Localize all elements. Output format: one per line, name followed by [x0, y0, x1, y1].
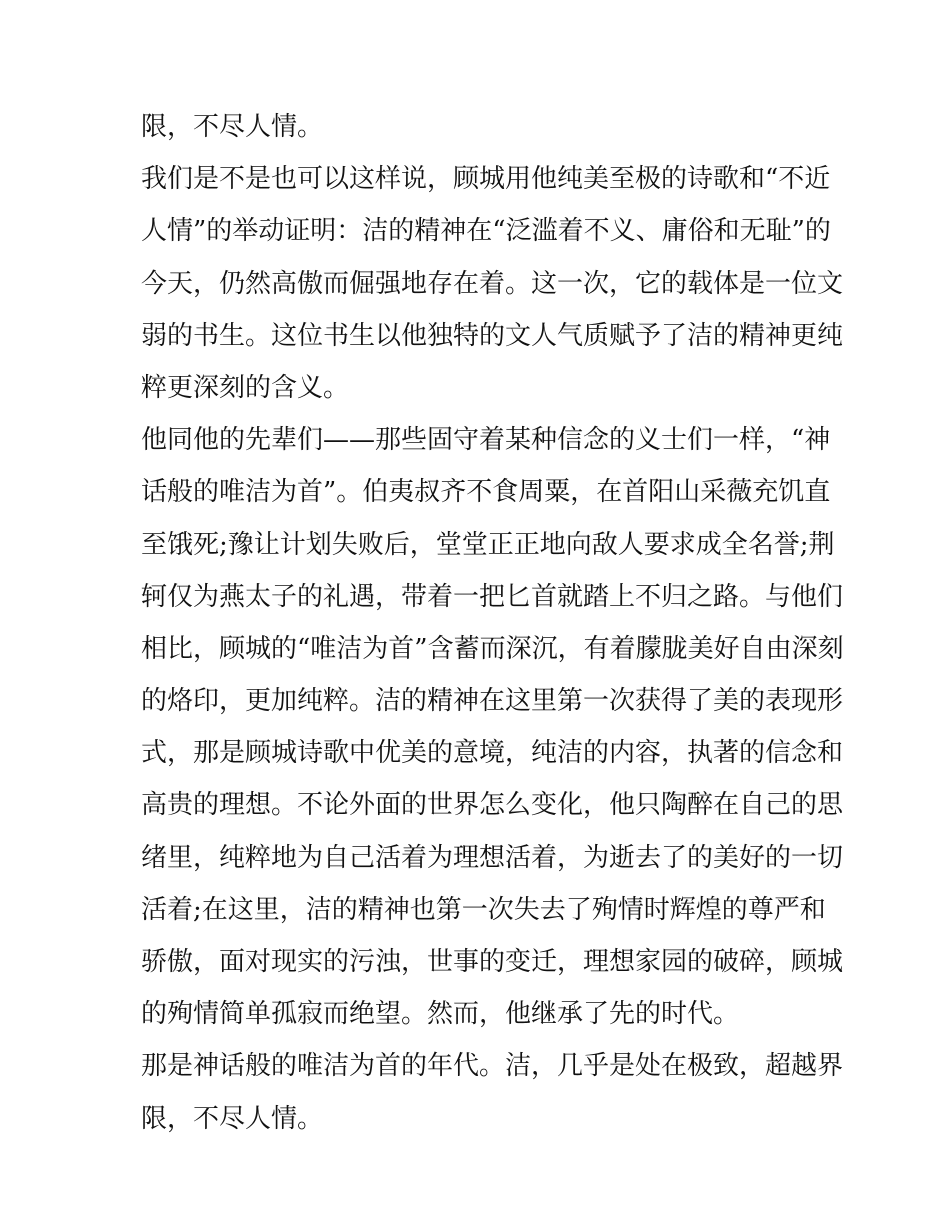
text-line: 话般的唯洁为首”。伯夷叔齐不食周粟，在首阳山采薇充饥直: [141, 477, 831, 508]
paragraph-1: [141, 101, 813, 153]
text-line: 高贵的理想。不论外面的世界怎么变化，他只陶醉在自己的思: [141, 790, 844, 821]
text-line: 轲仅为燕太子的礼遇，带着一把匕首就踏上不归之路。与他们: [141, 581, 844, 612]
text-line: 人情”的举动证明：洁的精神在“泛滥着不义、庸俗和无耻”的: [141, 216, 831, 247]
text-line: 骄傲，面对现实的污浊，世事的变迁，理想家园的破碎，顾城: [141, 947, 844, 977]
text-line: 的殉情简单孤寂而绝望。然而，他继承了先的时代。: [141, 999, 740, 1030]
text-line: 相比，顾城的“唯洁为首”含蓄而深沉，有着朦胧美好自由深刻: [141, 633, 844, 664]
text-line: 活着;在这里，洁的精神也第一次失去了殉情时辉煌的尊严和: [141, 894, 826, 925]
paragraph-3: [141, 414, 844, 1040]
text-line: 他同他的先辈们——那些固守着某种信念的义士们一样，“神: [141, 425, 831, 456]
text-line: 至饿死;豫让计划失败后，堂堂正正地向敌人要求成全名誉;荆: [141, 529, 835, 560]
text-line: 弱的书生。这位书生以他独特的文人气质赋予了洁的精神更纯: [141, 320, 844, 351]
paragraph-2: [141, 153, 844, 414]
text-line: 式，那是顾城诗歌中优美的意境，纯洁的内容，执著的信念和: [141, 738, 844, 769]
text-line: 粹更深刻的含义。: [141, 372, 350, 403]
text-line: 的烙印，更加纯粹。洁的精神在这里第一次获得了美的表现形: [141, 686, 844, 717]
text-line: 限，不尽人情。: [141, 112, 324, 142]
text-line: 限，不尽人情。: [141, 1103, 324, 1134]
text-line: 我们是不是也可以这样说，顾城用他纯美至极的诗歌和“不近: [141, 164, 831, 195]
text-line: 今天，仍然高傲而倔强地存在着。这一次，它的载体是一位文: [141, 268, 844, 299]
document-body: [141, 101, 844, 1145]
paragraph-4: [141, 1040, 844, 1144]
text-line: 那是神话般的唯洁为首的年代。洁，几乎是处在极致，超越界: [141, 1051, 844, 1082]
text-line: 绪里，纯粹地为自己活着为理想活着，为逝去了的美好的一切: [141, 842, 844, 873]
